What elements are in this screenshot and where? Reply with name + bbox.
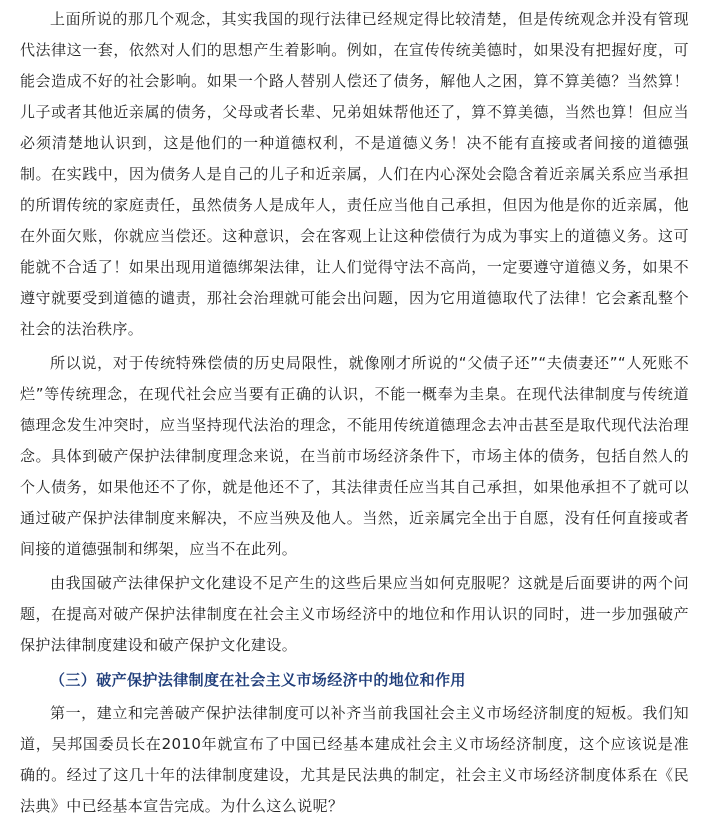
paragraph-historical-limitations: 所以说，对于传统特殊偿债的历史局限性，就像刚才所说的“父债子还”“夫债妻还”“人死账不烂”等传统理念，在现代社会应当要有正确的认识，不能一概奉为圭臬。在现代法律制度与传统道德理念发生冲突时，应当坚持现代法治的理念，不能用传统道德理念去冲击甚至是取代现代法治理念。具体到破产保护法律制度理念来说，在当前市场经济条件下，市场主体的债务，包括自然人的个人债务，如果他还不了你，就是他还不了，其法律责任应当其自己承担，如果他承担不了就可以通过破产保护法律制度来解决，不应当殃及他人。当然，近亲属完全出于自愿，没有任何直接或者间接的道德强制和绑架，应当不在此列。 bbox=[20, 354, 689, 558]
paragraph-first-point: 第一，建立和完善破产保护法律制度可以补齐当前我国社会主义市场经济制度的短板。我们知道，吴邦国委员长在2010年就宣布了中国已经基本建成社会主义市场经济制度，这个应该说是准确的。经过了这几十年的法律制度建设，尤其是民法典的制定，社会主义市场经济制度体系在《民法典》中已经基本宣告完成。为什么这么说呢？ bbox=[20, 704, 689, 815]
paragraph-overcoming-consequences: 由我国破产法律保护文化建设不足产生的这些后果应当如何克服呢？这就是后面要讲的两个问题，在提高对破产保护法律制度在社会主义市场经济中的地位和作用认识的同时，进一步加强破产保护法律制度建设和破产保护文化建设。 bbox=[20, 574, 689, 654]
paragraph-traditional-concepts: 上面所说的那几个观念，其实我国的现行法律已经规定得比较清楚，但是传统观念并没有管现代法律这一套，依然对人们的思想产生着影响。例如，在宣传传统美德时，如果没有把握好度，可能会造成不好的社会影响。如果一个路人替别人偿还了债务，解他人之困，算不算美德？当然算！儿子或者其他近亲属的债务，父母或者长辈、兄弟姐妹帮他还了，算不算美德，当然也算！但应当必须清楚地认识到，这是他们的一种道德权利，不是道德义务！决不能有直接或者间接的道德强制。在实践中，因为债务人是自己的儿子和近亲属，人们在内心深处会隐含着近亲属关系应当承担的所谓传统的家庭责任，虽然债务人是成年人，责任应当他自己承担，但因为他是你的近亲属，他在外面欠账，你就应当偿还。这种意识，会在客观上让这种偿债行为成为事实上的道德义务。这可能就不合适了！如果出现用道德绑架法律，让人们觉得守法不高尚，一定要遵守道德义务，如果不遵守就要受到道德的谴责，那社会治理就可能会出问题，因为它用道德取代了法律！它会紊乱整个社会的法治秩序。 bbox=[20, 10, 689, 338]
section-heading-role-of-bankruptcy-law: （三）破产保护法律制度在社会主义市场经济中的地位和作用 bbox=[50, 671, 466, 689]
